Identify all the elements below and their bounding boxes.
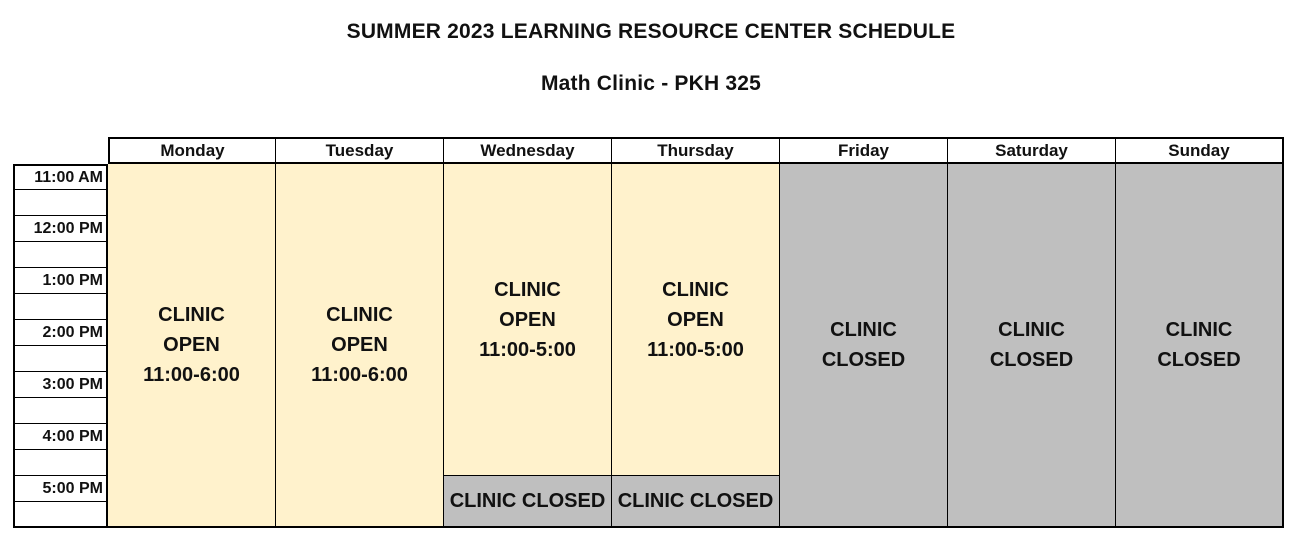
block-line: OPEN [499,308,556,331]
block-line: OPEN [331,334,388,356]
block-line: CLINIC [998,319,1065,341]
saturday-closed-block [948,164,1116,528]
block-hours: 11:00-6:00 [311,364,408,386]
time-label: 11:00 AM [13,164,108,190]
block-line: CLOSED [1157,349,1241,371]
day-header-tuesday: Tuesday [276,137,444,164]
day-header-thursday: Thursday [612,137,780,164]
sunday-closed-block [1116,164,1284,528]
wednesday-open-block [444,164,612,476]
block-hours: 11:00-5:00 [479,338,576,361]
block-line: OPEN [667,308,724,331]
corner-cell [13,137,108,164]
block-line: CLOSED [821,349,906,371]
block-line: CLINIC [158,304,225,326]
time-spacer [13,450,108,476]
time-label: 12:00 PM [13,216,108,242]
block-line: CLINIC CLOSED [449,490,606,512]
block-line: CLOSED [989,349,1074,371]
time-spacer [13,190,108,216]
day-header-friday: Friday [780,137,948,164]
time-label: 4:00 PM [13,424,108,450]
friday-closed-block [780,164,948,528]
time-label: 1:00 PM [13,268,108,294]
wednesday-closed-block [444,476,612,528]
time-spacer [13,502,108,528]
block-line: CLINIC [662,278,729,301]
time-spacer [13,346,108,372]
block-line: CLINIC [1165,319,1233,341]
time-spacer [13,242,108,268]
block-line: CLINIC [830,319,897,341]
block-line: CLINIC [326,304,393,326]
time-spacer [13,294,108,320]
schedule-grid [13,137,1285,530]
day-header-sunday: Sunday [1116,137,1284,164]
thursday-closed-block [612,476,780,528]
page-subtitle: Math Clinic - PKH 325 [540,72,762,95]
block-hours: 11:00-5:00 [647,338,744,361]
time-label: 3:00 PM [13,372,108,398]
block-line: OPEN [163,334,220,356]
thursday-open-block [612,164,780,476]
time-spacer [13,398,108,424]
day-header-saturday: Saturday [948,137,1116,164]
block-line: CLINIC CLOSED [617,490,774,512]
day-header-wednesday: Wednesday [444,137,612,164]
tuesday-open-block [276,164,444,528]
day-header-monday: Monday [108,137,276,164]
page-title: SUMMER 2023 LEARNING RESOURCE CENTER SCHEDULE [346,20,956,43]
monday-open-block [108,164,276,528]
block-line: CLINIC [494,278,561,301]
time-label: 5:00 PM [13,476,108,502]
block-hours: 11:00-6:00 [143,364,240,386]
time-label: 2:00 PM [13,320,108,346]
